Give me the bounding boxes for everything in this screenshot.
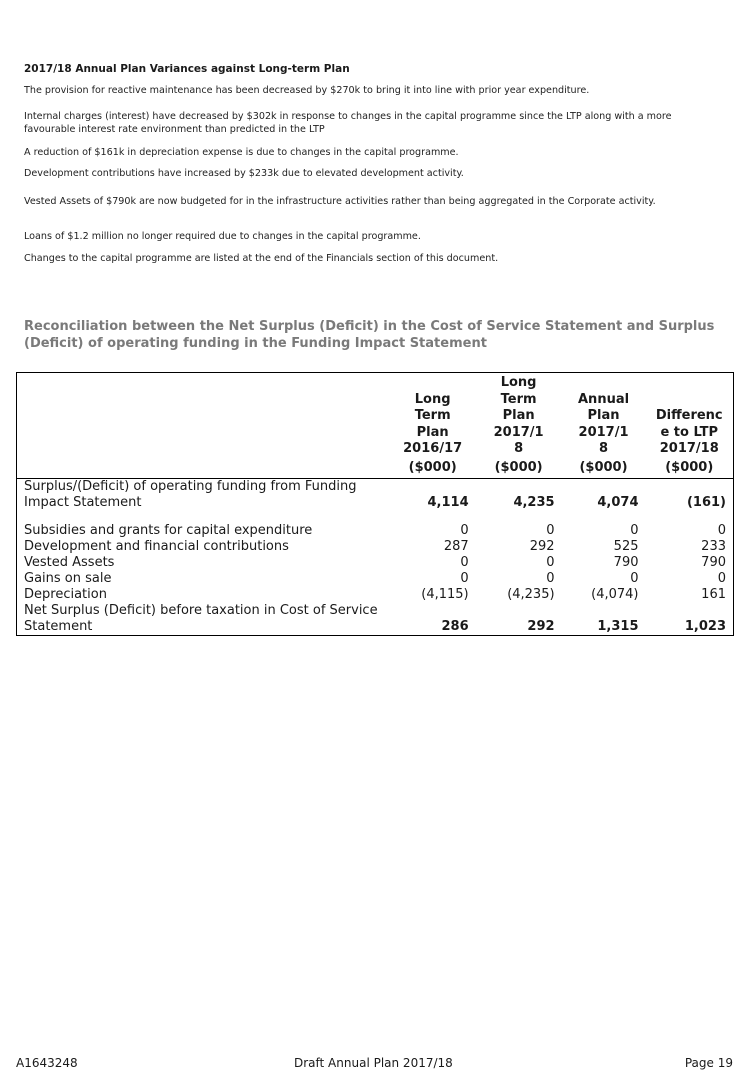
header-line: Term — [414, 408, 451, 423]
row-value: 1,315 — [562, 603, 646, 636]
header-line: Plan — [502, 408, 535, 423]
unit-label: ($000) — [390, 458, 476, 479]
variance-paragraph: Vested Assets of $790k are now budgeted for in the infrastructure activities rather than being aggregated in the Corporate activity. — [24, 196, 656, 207]
variance-paragraph: Development contributions have increased by $233k due to elevated development activity. — [24, 168, 464, 179]
variance-paragraph: Loans of $1.2 million no longer required due to changes in the capital programme. — [24, 231, 421, 242]
row-value: 0 — [546, 555, 555, 570]
label-unit-cell — [17, 458, 390, 479]
row-value: 0 — [460, 555, 469, 570]
row-value: (4,235) — [507, 587, 555, 602]
header-line: Plan — [416, 424, 449, 440]
header-line: 8 — [514, 441, 524, 456]
unit-label: ($000) — [476, 458, 562, 479]
table-unit-row — [17, 458, 734, 479]
unit-label: ($000) — [562, 458, 646, 479]
header-line: Term — [500, 391, 537, 407]
row-value: 0 — [546, 523, 555, 538]
footer-doc-title: Draft Annual Plan 2017/18 — [294, 1056, 453, 1070]
reconciliation-table — [16, 372, 734, 636]
footer-doc-id: A1643248 — [16, 1056, 78, 1070]
variances-heading: 2017/18 Annual Plan Variances against Long-term Plan — [24, 63, 350, 75]
header-line: Differenc — [655, 408, 723, 423]
row-value: 1,023 — [646, 603, 734, 636]
table-row — [17, 539, 734, 555]
row-label: Vested Assets — [24, 555, 115, 570]
table-header-row — [17, 373, 734, 458]
table-row — [17, 479, 734, 512]
unit-label: ($000) — [646, 458, 734, 479]
table-row — [17, 523, 734, 539]
header-line: 2017/1 — [493, 424, 544, 440]
column-header-annual-plan-2017-18 — [562, 373, 646, 458]
row-label: Depreciation — [24, 587, 107, 602]
row-value: 790 — [701, 555, 726, 570]
footer-page-number: Page 19 — [684, 1056, 733, 1070]
column-header-difference — [646, 373, 734, 458]
header-line: 2017/1 — [578, 424, 629, 440]
spacer-row — [17, 511, 734, 523]
row-value: 161 — [701, 587, 726, 602]
row-value: 0 — [717, 571, 726, 586]
table-row — [17, 571, 734, 587]
row-value: (161) — [686, 495, 726, 510]
header-line: 2016/17 — [403, 441, 463, 456]
header-line: 2017/18 — [659, 441, 719, 456]
row-value: 0 — [630, 571, 639, 586]
reconciliation-title: Reconciliation between the Net Surplus (Deficit) in the Cost of Service Statement and Surplus (Deficit) of operating funding in the Funding Impact Statement — [24, 319, 715, 351]
header-line: e to LTP — [660, 424, 719, 440]
column-header-ltp-2017-18 — [476, 373, 562, 458]
variance-paragraph: A reduction of $161k in depreciation expense is due to changes in the capital programme. — [24, 147, 459, 158]
header-line: Annual — [578, 391, 630, 407]
row-label: Subsidies and grants for capital expenditure — [24, 523, 313, 538]
header-line: Long — [500, 375, 537, 390]
row-value: (4,074) — [591, 587, 639, 602]
row-value: 0 — [630, 523, 639, 538]
row-value: 790 — [613, 555, 639, 570]
row-value: 292 — [476, 603, 562, 636]
row-value: 292 — [529, 539, 555, 554]
table-row — [17, 587, 734, 603]
variance-paragraph: The provision for reactive maintenance has been decreased by $270k to bring it into line with prior year expenditure. — [24, 85, 590, 96]
row-value: 4,235 — [513, 495, 555, 510]
row-label: Development and financial contributions — [24, 539, 289, 554]
row-value: 0 — [460, 571, 469, 586]
header-line: 8 — [599, 441, 609, 456]
row-value: 0 — [546, 571, 555, 586]
label-column-header — [17, 373, 390, 458]
variance-paragraph: Internal charges (interest) have decreased by $302k in response to changes in the capital programme since the LTP along with a more favourable interest rate environment than predicted in the LTP — [24, 111, 672, 135]
table-row-total — [17, 603, 734, 636]
row-value: 4,114 — [427, 495, 469, 510]
row-label: Net Surplus (Deficit) before taxation in Cost of Service Statement — [17, 603, 390, 636]
header-line: Plan — [587, 408, 620, 423]
row-value: 4,074 — [597, 495, 639, 510]
header-line: Long — [414, 391, 451, 407]
variance-paragraph: Changes to the capital programme are listed at the end of the Financials section of this document. — [24, 253, 499, 264]
row-value: 0 — [460, 523, 469, 538]
row-value: 525 — [613, 539, 639, 554]
row-value: 0 — [717, 523, 726, 538]
row-value: (4,115) — [421, 587, 469, 602]
row-value: 287 — [443, 539, 469, 554]
row-value: 233 — [701, 539, 726, 554]
table-row — [17, 555, 734, 571]
row-value: 286 — [390, 603, 476, 636]
row-label: Surplus/(Deficit) of operating funding from Funding Impact Statement — [24, 479, 357, 510]
column-header-ltp-2016-17 — [390, 373, 476, 458]
row-label: Gains on sale — [24, 571, 112, 586]
